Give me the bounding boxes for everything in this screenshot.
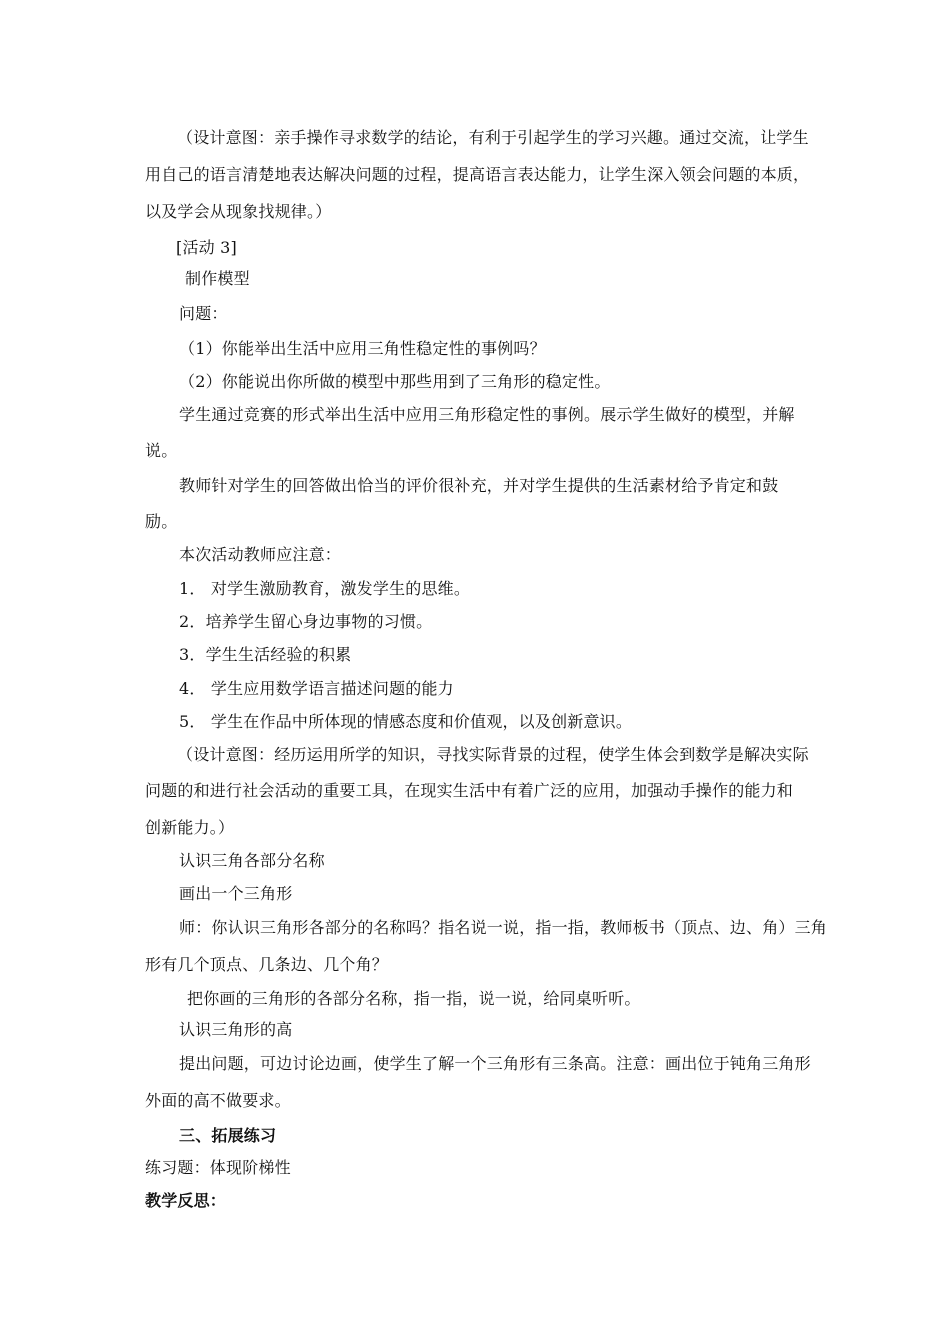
design-intent-1-line-2: 用自己的语言清楚地表达解决问题的过程，提高语言表达能力，让学生深入领会问题的本质， xyxy=(145,165,810,184)
teacher-question-line-1: 师：你认识三角形各部分的名称吗？指名说一说，指一指，教师板书（顶点、边、角）三角 xyxy=(179,918,828,937)
note-item: 1． 对学生激励教育，激发学生的思维。 xyxy=(179,579,471,598)
recognize-parts-heading: 认识三角各部分名称 xyxy=(179,851,325,870)
students-paragraph-line-2: 说。 xyxy=(145,441,178,460)
teacher-question-line-2: 形有几个顶点、几条边、几个角？ xyxy=(145,955,389,974)
height-paragraph-line-2: 外面的高不做要求。 xyxy=(145,1091,291,1110)
teacher-paragraph-line-1: 教师针对学生的回答做出恰当的评价很补充，并对学生提供的生活素材给予肯定和鼓 xyxy=(179,476,779,495)
tell-partner-text: 把你画的三角形的各部分名称，指一指，说一说，给同桌听听。 xyxy=(187,989,641,1008)
design-intent-2-line-3: 创新能力。） xyxy=(145,818,235,837)
design-intent-2-line-2: 问题的和进行社会活动的重要工具，在现实生活中有着广泛的应用，加强动手操作的能力和 xyxy=(145,781,794,800)
notes-heading: 本次活动教师应注意： xyxy=(179,545,342,564)
make-model-heading: 制作模型 xyxy=(185,269,250,288)
question-1: （1）你能举出生活中应用三角性稳定性的事例吗？ xyxy=(179,339,546,358)
students-paragraph-line-1: 学生通过竞赛的形式举出生活中应用三角形稳定性的事例。展示学生做好的模型，并解 xyxy=(179,405,795,424)
height-paragraph-line-1: 提出问题，可边讨论边画，使学生了解一个三角形有三条高。注意：画出位于钝角三角形 xyxy=(179,1054,811,1073)
teaching-reflection-heading: 教学反思： xyxy=(145,1191,227,1210)
question-2: （2）你能说出你所做的模型中那些用到了三角形的稳定性。 xyxy=(179,372,611,391)
exercise-text: 练习题：体现阶梯性 xyxy=(145,1158,291,1177)
teacher-paragraph-line-2: 励。 xyxy=(145,512,178,531)
question-label: 问题： xyxy=(179,304,228,323)
note-item: 4． 学生应用数学语言描述问题的能力 xyxy=(179,679,454,698)
section-three-heading: 三、拓展练习 xyxy=(179,1126,277,1145)
design-intent-1-line-1: （设计意图：亲手操作寻求数学的结论，有利于引起学生的学习兴趣。通过交流，让学生 xyxy=(177,128,809,147)
note-item: 5． 学生在作品中所体现的情感态度和价值观，以及创新意识。 xyxy=(179,712,633,731)
design-intent-2-line-1: （设计意图：经历运用所学的知识，寻找实际背景的过程，使学生体会到数学是解决实际 xyxy=(177,745,809,764)
draw-triangle-text: 画出一个三角形 xyxy=(179,884,293,903)
note-item: 2．培养学生留心身边事物的习惯。 xyxy=(179,612,433,631)
design-intent-1-line-3: 以及学会从现象找规律。） xyxy=(145,202,332,221)
note-item: 3．学生生活经验的积累 xyxy=(179,645,352,664)
recognize-height-heading: 认识三角形的高 xyxy=(179,1020,293,1039)
activity-label: [活动 3] xyxy=(176,238,237,257)
